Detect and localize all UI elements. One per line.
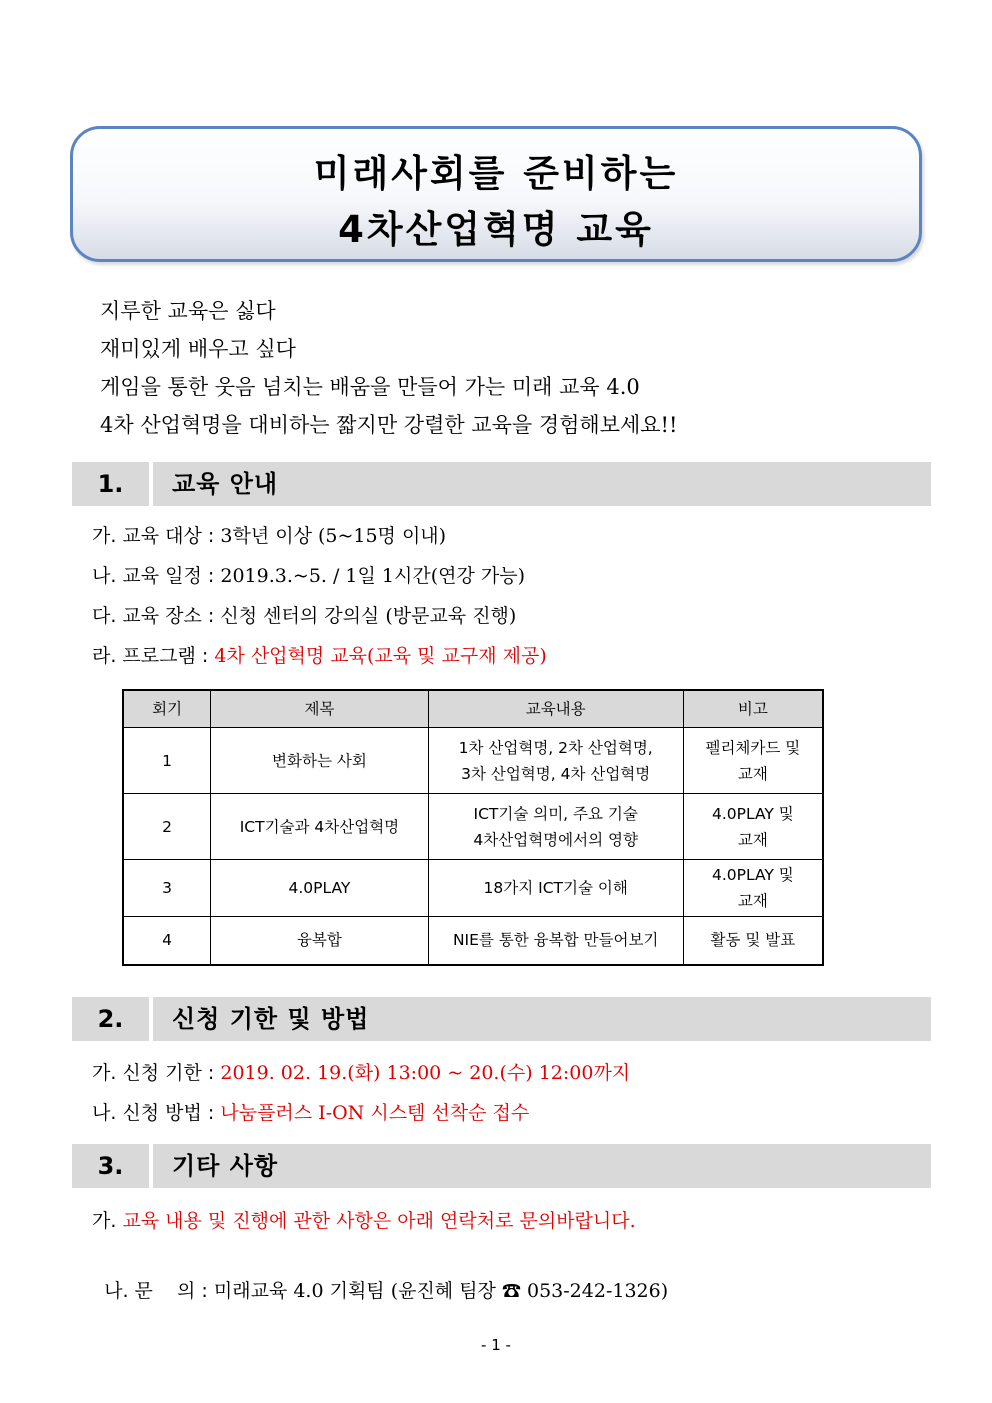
intro-line: 4차 산업혁명을 대비하는 짧지만 강렬한 교육을 경험해보세요!!	[100, 413, 678, 437]
title-cell: 4.0PLAY	[211, 860, 428, 917]
title-box	[70, 126, 922, 262]
note-cell: 펠리체카드 및 교재	[683, 728, 823, 794]
intro-line: 재미있게 배우고 싶다	[100, 337, 296, 361]
section-number: 2.	[97, 1005, 124, 1033]
contact-info: 나. 문 의 : 미래교육 4.0 기획팀 (윤진혜 팀장 ☎ 053-242-1326)	[104, 1280, 669, 1302]
section-header-3	[72, 1144, 931, 1188]
content-cell: NIE를 통한 융복합 만들어보기	[428, 917, 683, 965]
content-cell: 1차 산업혁명, 2차 산업혁명, 3차 산업혁명, 4차 산업혁명	[428, 728, 683, 794]
header-cell: 비고	[683, 690, 823, 728]
header-cell: 교육내용	[428, 690, 683, 728]
intro-line: 지루한 교육은 싫다	[100, 299, 276, 323]
table-row	[123, 860, 823, 917]
content-cell: ICT기술 의미, 주요 기술 4차산업혁명에서의 영향	[428, 794, 683, 860]
table-row	[123, 794, 823, 860]
inquiry-notice: 가. 교육 내용 및 진행에 관한 사항은 아래 연락처로 문의바랍니다.	[92, 1210, 636, 1232]
table-row	[123, 728, 823, 794]
intro-line: 게임을 통한 웃음 넘치는 배움을 만들어 가는 미래 교육 4.0	[100, 375, 640, 399]
table-row	[123, 917, 823, 965]
title-line-1: 미래사회를 준비하는	[313, 152, 679, 195]
header-cell: 제목	[211, 690, 428, 728]
section-title: 교육 안내	[172, 470, 279, 498]
note-cell: 4.0PLAY 및 교재	[683, 794, 823, 860]
session-cell: 2	[123, 794, 211, 860]
title-cell: 융복합	[211, 917, 428, 965]
content-cell: 18가지 ICT기술 이해	[428, 860, 683, 917]
session-cell: 1	[123, 728, 211, 794]
info-item-place: 다. 교육 장소 : 신청 센터의 강의실 (방문교육 진행)	[92, 605, 517, 627]
title-line-2: 4차산업혁명 교육	[338, 208, 654, 251]
title-cell: ICT기술과 4차산업혁명	[211, 794, 428, 860]
header-cell: 회기	[123, 690, 211, 728]
apply-deadline: 가. 신청 기한 : 2019. 02. 19.(화) 13:00 ~ 20.(수) 12:00까지	[92, 1062, 631, 1084]
info-item-target: 가. 교육 대상 : 3학년 이상 (5~15명 이내)	[92, 525, 447, 547]
session-cell: 4	[123, 917, 211, 965]
note-cell: 활동 및 발표	[683, 917, 823, 965]
note-cell: 4.0PLAY 및 교재	[683, 860, 823, 917]
apply-method: 나. 신청 방법 : 나눔플러스 I-ON 시스템 선착순 접수	[92, 1102, 530, 1124]
section-number: 1.	[97, 470, 124, 498]
info-item-program: 라. 프로그램 : 4차 산업혁명 교육(교육 및 교구재 제공)	[92, 645, 547, 667]
intro-text	[100, 292, 677, 444]
title-cell: 변화하는 사회	[211, 728, 428, 794]
section-number: 3.	[97, 1152, 124, 1180]
section-title: 신청 기한 및 방법	[172, 1005, 370, 1033]
program-table	[122, 689, 824, 966]
session-cell: 3	[123, 860, 211, 917]
page-number: - 1 -	[481, 1336, 511, 1354]
section-title: 기타 사항	[172, 1152, 279, 1180]
section-header-2	[72, 997, 931, 1041]
section-header-1	[72, 462, 931, 506]
info-item-schedule: 나. 교육 일정 : 2019.3.~5. / 1일 1시간(연강 가능)	[92, 565, 525, 587]
table-header-row	[123, 690, 823, 728]
